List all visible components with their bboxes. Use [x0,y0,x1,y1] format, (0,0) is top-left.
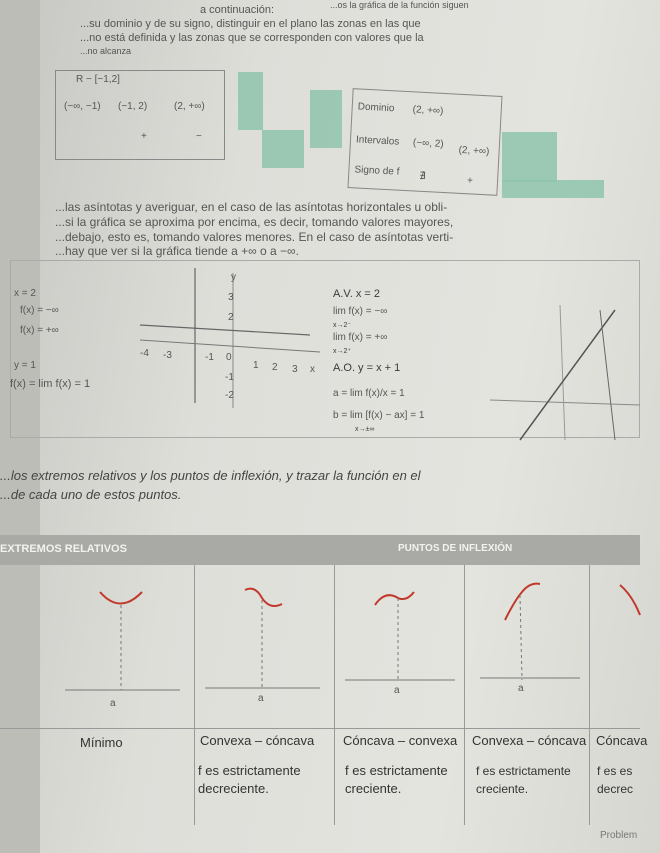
interval: (−1, 2) [118,101,148,112]
intervals-label: Intervalos [355,134,400,148]
tick-label: 0 [226,352,232,363]
footer-label: Problem [600,830,638,841]
para-line: ...debajo, esto es, tomando valores menores. En el caso de asíntotas verti- [55,230,454,244]
tick-label: -2 [225,390,234,401]
tick-label: 2 [272,362,278,373]
tick-label: 1 [253,360,259,371]
sign: + [466,175,474,187]
curve-sketches [0,570,640,720]
point-label: a [110,698,116,709]
point-label: a [394,685,400,696]
para-line: ...las asíntotas y averiguar, en el caso de las asíntotas horizontales u obli- [55,200,448,214]
asym-left-text: f(x) = +∞ [20,325,59,336]
header-inflexion: PUNTOS DE INFLEXIÓN [398,543,513,554]
tick-label: 3 [228,292,234,303]
sign: − [196,131,202,142]
tick-label: y [231,272,236,283]
column-label: Cóncava – convexa [343,733,458,748]
intercept-formula: b = lim [f(x) − ax] = 1 [333,410,425,421]
para-line: ...si la gráfica se aproxima por encima, es decir, tomando valores mayores, [55,215,454,229]
column-label: Convexa – cóncava [200,733,315,748]
limit-right: lim f(x) = +∞ [333,332,388,343]
sign-table-2 [347,88,502,196]
tick-label: -3 [163,350,172,361]
interval: (−∞, 2) [412,137,444,150]
intro-line-3: ...no está definida y las zonas que se corresponden con valores que la [80,32,424,44]
sign: + [141,131,147,142]
domain-label: Dominio [357,101,395,115]
tick-label: 2 [228,312,234,323]
tick-label: -1 [225,372,234,383]
sign-label: Signo de f [354,164,400,178]
para2-line: ...de cada uno de estos puntos. [0,487,182,502]
domain-value: (2, +∞) [412,104,444,117]
sign-table-1 [55,70,225,160]
limit-sub: x→2⁻ [333,322,352,329]
interval: (2, +∞) [458,144,490,158]
row-divider [0,728,640,729]
limit-left: lim f(x) = −∞ [333,306,388,317]
column-desc: f es es decrec [597,764,634,796]
asym-left-text: y = 1 [14,360,36,371]
tick-label: 3 [292,364,298,375]
oblique-asymptote-graph [480,305,640,445]
tick-label: -1 [205,352,214,363]
intro-line-1: ...os la gráfica de la función siguen [330,0,469,10]
column-desc: f es estrictamente creciente. [345,763,448,796]
interval: (2, +∞) [174,101,205,112]
intro-line-2: ...su dominio y de su signo, distinguir en el plano las zonas en las que [80,18,421,30]
header-extremos: EXTREMOS RELATIVOS [0,543,127,555]
para2-line: ...los extremos relativos y los puntos de inflexión, y trazar la función en el [0,468,421,483]
column-label: Convexa – cóncava [472,733,587,748]
vertical-asymptote: A.V. x = 2 [333,288,380,300]
sign: ∄ [418,170,426,183]
para-line: ...hay que ver si la gráfica tiende a +∞ o a −∞. [55,244,299,258]
interval: (−∞, −1) [64,101,101,112]
asym-left-text: x = 2 [14,288,36,299]
point-label: a [518,683,524,694]
oblique-asymptote: A.O. y = x + 1 [333,362,401,374]
column-desc: f es estrictamente decreciente. [198,763,301,796]
intro-line-4: ...no alcanza [80,46,132,56]
column-label: Cóncava [596,733,648,748]
intro-line-0: a continuación: [200,4,274,16]
asym-left-text: f(x) = −∞ [20,305,59,316]
domain-text: R − [−1,2] [76,74,120,85]
column-label: Mínimo [80,735,123,750]
limit-sub: x→2⁺ [333,348,352,355]
asym-left-text: f(x) = lim f(x) = 1 [10,378,91,390]
limit-sub: x→±∞ [355,426,375,433]
tick-label: -4 [140,348,149,359]
column-desc: f es estrictamente creciente. [476,764,571,796]
slope-formula: a = lim f(x)/x = 1 [333,388,405,399]
tick-label: x [310,364,315,375]
table-header [0,535,640,565]
point-label: a [258,693,264,704]
